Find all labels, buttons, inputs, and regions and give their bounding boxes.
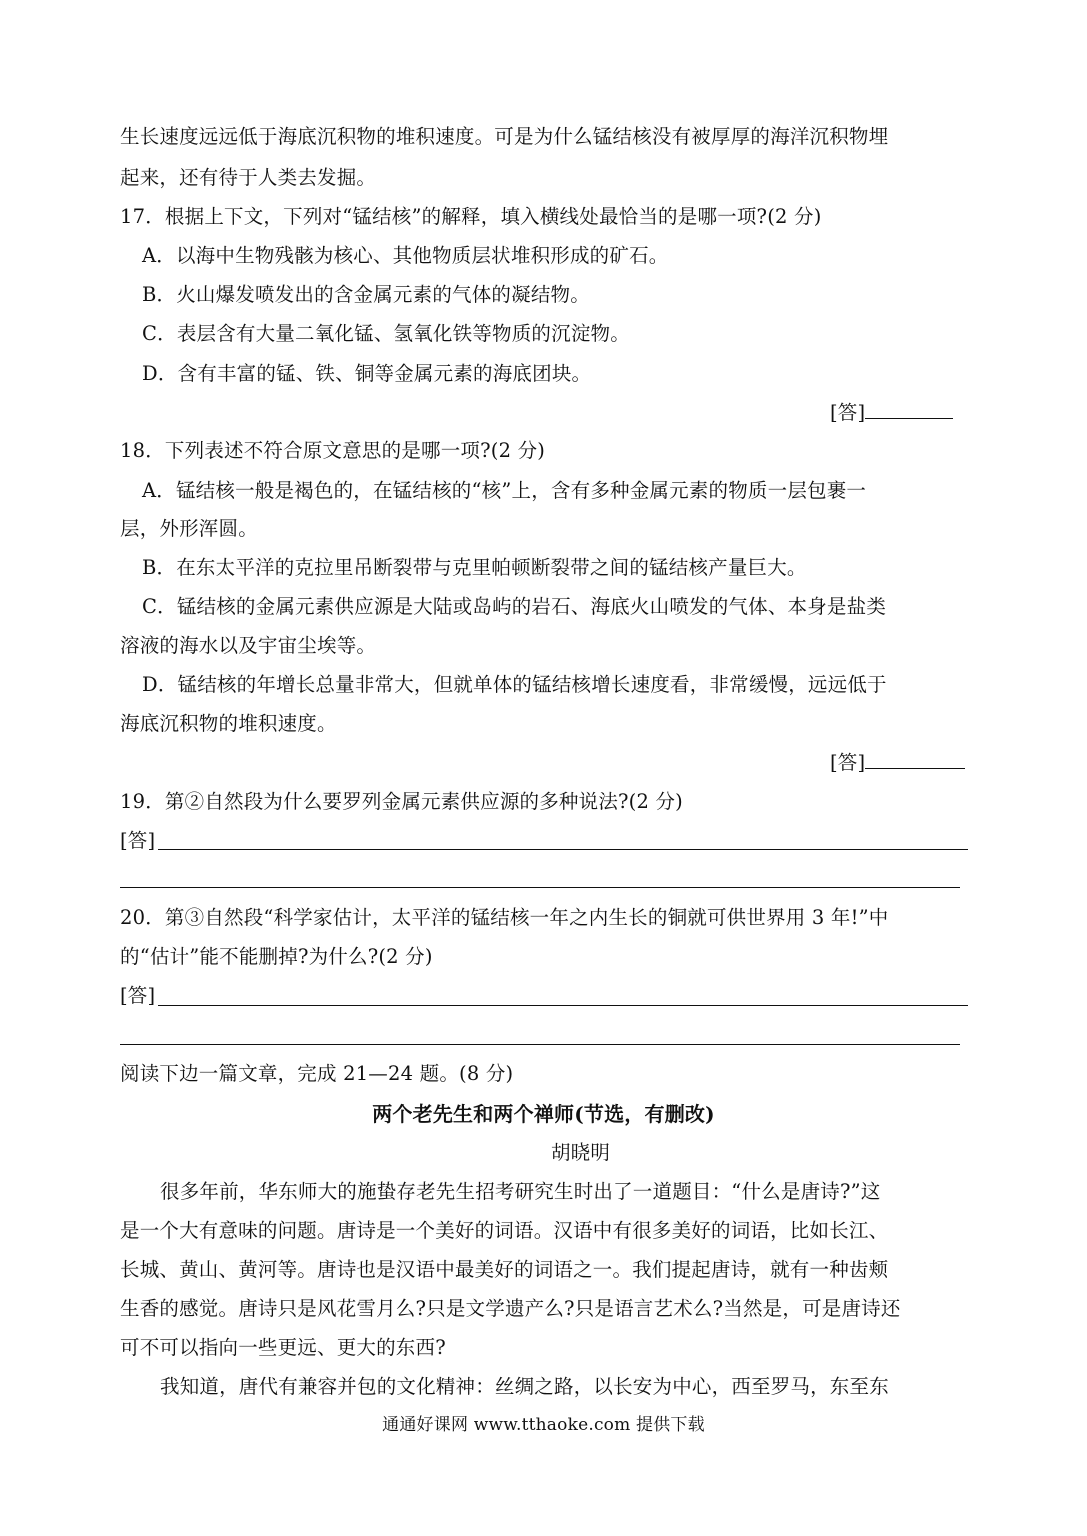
q20-answer-label: [答] [120,984,156,1007]
q20-answer-line-1[interactable] [158,1005,968,1006]
q20-stem-line1: 20．第③自然段“科学家估计，太平洋的锰结核一年之内生长的铜就可供世界用 3 年!”中 [120,906,889,929]
q17-option-c: C．表层含有大量二氧化锰、氢氧化铁等物质的沉淀物。 [142,322,630,345]
reading-intro: 阅读下边一篇文章，完成 21—24 题。(8 分) [120,1062,514,1085]
article-author: 胡晓明 [550,1141,611,1164]
article-p1-line5: 可不可以指向一些更远、更大的东西? [120,1336,446,1359]
article-title: 两个老先生和两个禅师(节选，有删改) [372,1102,715,1126]
article-p1-line3: 长城、黄山、黄河等。唐诗也是汉语中最美好的词语之一。我们提起唐诗，就有一种齿颊 [120,1258,889,1281]
q18-option-c-line2: 溶液的海水以及宇宙尘埃等。 [120,634,377,657]
q17-answer-blank[interactable] [865,400,953,419]
q18-answer [830,750,965,776]
q18-option-c-line1: C．锰结核的金属元素供应源是大陆或岛屿的岩石、海底火山喷发的气体、本身是盐类 [142,595,887,618]
intro-line-1: 生长速度远远低于海底沉积物的堆积速度。可是为什么锰结核没有被厚厚的海洋沉积物埋 [120,125,889,148]
q19-answer-line-1[interactable] [158,849,968,850]
q18-answer-blank[interactable] [865,750,965,769]
q20-answer-line-2[interactable] [120,1044,960,1045]
intro-line-2: 起来，还有待于人类去发掘。 [120,166,377,189]
q17-option-a: A．以海中生物残骸为核心、其他物质层状堆积形成的矿石。 [142,244,669,267]
q18-answer-label: [答] [830,751,866,774]
q17-answer-label: [答] [830,401,866,424]
q18-option-a-line1: A．锰结核一般是褐色的，在锰结核的“核”上，含有多种金属元素的物质一层包裹一 [142,479,867,502]
q17-answer [830,400,953,426]
page-footer: 通通好课网 www.tthaoke.com 提供下载 [382,1415,705,1435]
q17-option-b: B．火山爆发喷发出的含金属元素的气体的凝结物。 [142,283,590,306]
article-p1-line2: 是一个大有意味的问题。唐诗是一个美好的词语。汉语中有很多美好的词语，比如长江、 [120,1219,889,1242]
q18-stem: 18．下列表述不符合原文意思的是哪一项?(2 分) [120,439,546,462]
article-p1-line1: 很多年前，华东师大的施蛰存老先生招考研究生时出了一道题目：“什么是唐诗?”这 [160,1180,881,1203]
q19-stem: 19．第②自然段为什么要罗列金属元素供应源的多种说法?(2 分) [120,790,683,813]
q18-option-d-line2: 海底沉积物的堆积速度。 [120,712,337,735]
q17-option-d: D．含有丰富的锰、铁、铜等金属元素的海底团块。 [142,362,592,385]
q17-stem: 17．根据上下文，下列对“锰结核”的解释，填入横线处最恰当的是哪一项?(2 分) [120,205,822,228]
q18-option-d-line1: D．锰结核的年增长总量非常大，但就单体的锰结核增长速度看，非常缓慢，远远低于 [142,673,887,696]
article-p2-line1: 我知道，唐代有兼容并包的文化精神：丝绸之路，以长安为中心，西至罗马，东至东 [160,1375,889,1398]
q19-answer-label: [答] [120,829,156,852]
q19-answer-line-2[interactable] [120,887,960,888]
q18-option-b: B．在东太平洋的克拉里吊断裂带与克里帕顿断裂带之间的锰结核产量巨大。 [142,556,807,579]
q18-option-a-line2: 层，外形浑圆。 [120,517,258,540]
article-p1-line4: 生香的感觉。唐诗只是风花雪月么?只是文学遗产么?只是语言艺术么?当然是，可是唐诗还 [120,1297,901,1320]
q20-stem-line2: 的“估计”能不能删掉?为什么?(2 分) [120,945,433,968]
